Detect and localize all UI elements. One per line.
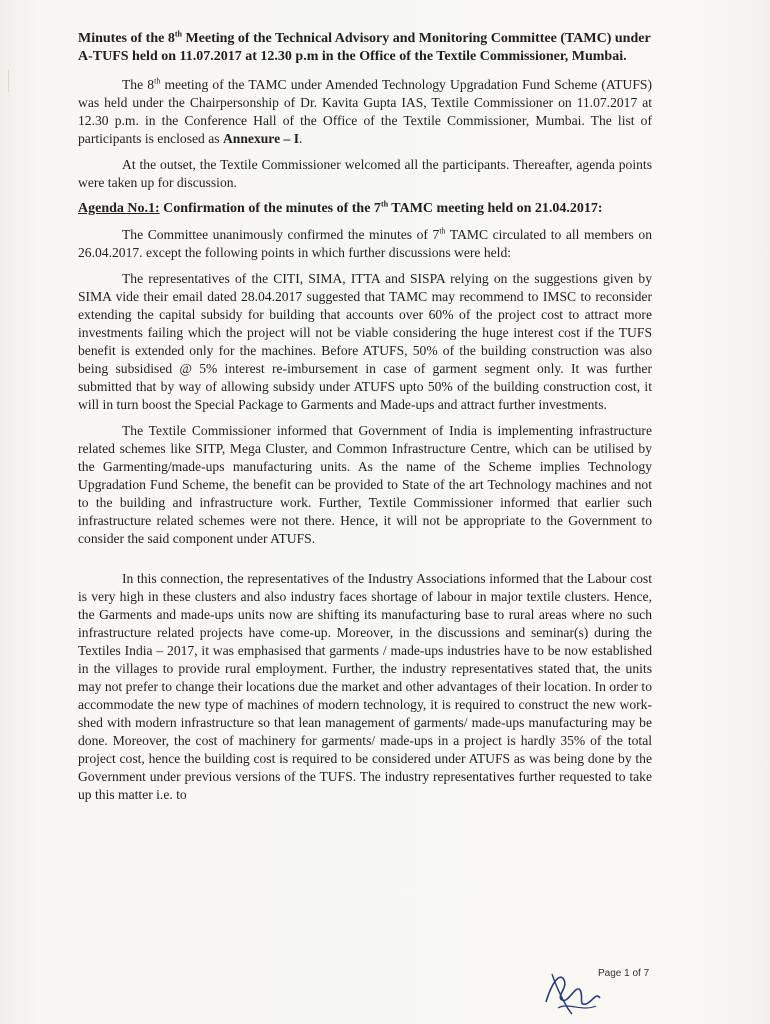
- title-text-start: Minutes of the 8: [78, 31, 175, 46]
- para1-end: .: [299, 131, 303, 146]
- spacer: [78, 556, 652, 570]
- annexure-reference: Annexure – I: [222, 131, 300, 146]
- para1-mid: meeting of the TAMC under Amended Technology Upgradation Fund Scheme (ATUFS) was held under the Chairpersonship of Dr. Kavita Gupta IAS, Textile Commissioner on 11.07.2017 at 12.30 p.m. in the Conference Hall of the Office of the Textile Commissioner, Mumbai. The list of participants is enclosed as: [78, 77, 652, 146]
- page-number: Page 1 of 7: [598, 968, 650, 979]
- margin-mark: [8, 70, 19, 92]
- para1-sup: th: [154, 76, 161, 86]
- paragraph-meeting-intro: [78, 76, 652, 148]
- para3-end: TAMC circulated to all members on 26.04.2017. except the following points in which further discussions were held:: [78, 227, 652, 260]
- paragraph-welcome: At the outset, the Textile Commissioner welcomed all the participants. Thereafter, agenda points were taken up for discussion.: [78, 157, 652, 190]
- para3-sup: th: [439, 226, 446, 236]
- paragraph-textile-commissioner: The Textile Commissioner informed that Government of India is implementing infrastructure related schemes like SITP, Mega Cluster, and Common Infrastructure Centre, which can be utilised by the Garmenting/made-ups manufacturing units. As the name of the Scheme implies Technology Upgradation Fund Scheme, the benefit can be provided to State of the art Technology machines and not to the building and infrastructure work. Further, Textile Commissioner informed that earlier such infrastructure related schemes were not there. Hence, it will not be appropriate to the Government to consider the said component under ATUFS.: [78, 423, 652, 546]
- agenda-1-heading: [78, 200, 652, 218]
- paragraph-representatives: The representatives of the CITI, SIMA, ITTA and SISPA relying on the suggestions given by SIMA vide their email dated 28.04.2017 suggested that TAMC may recommend to IMSC to reconsider extending the capital subsidy for building that accounts over 60% of the project cost to attract more investments failing which the project will not be viable considering the huge interest cost if the TUFS benefit is extended only for the machines. Before ATUFS, 50% of the building construction was also being subsidised @ 5% interest re-imbursement in case of garment segment only. It was further submitted that by way of allowing subsidy under ATUFS upto 50% of the building construction cost, it will in turn boost the Special Package to Garments and Made-ups and attract further investments.: [78, 271, 652, 412]
- agenda-label: Agenda No.1:: [78, 201, 160, 216]
- agenda-text-end: TAMC meeting held on 21.04.2017:: [388, 201, 603, 216]
- paragraph-industry-associations: In this connection, the representatives of the Industry Associations informed that the Labour cost is very high in these clusters and also industry faces shortage of labour in major textile clusters. Hence, the Garments and made-ups units now are shifting its manufacturing base to rural areas where no such infrastructure related projects have come-up. Moreover, in the discussions and seminar(s) during the Textiles India – 2017, it was emphasised that garments / made-ups industries have to be now established in the villages to provide rural employment. Further, the industry representatives stated that, the units may not prefer to change their locations due the market and other advantages of their location. In order to accommodate the new type of machines of modern technology, it is required to construct the new work-shed with modern infrastructure so that lean management of garments/ made-ups manufacturing may be done. Moreover, the cost of machinery for garments/ made-ups in a project is hardly 35% of the total project cost, hence the building cost is required to be considered under ATUFS as was being done by the Government under previous versions of the TUFS. The industry representatives further requested to take up this matter i.e. to: [78, 571, 652, 802]
- agenda-sup: th: [380, 199, 389, 209]
- title-superscript: th: [174, 29, 182, 39]
- title-text-end: Meeting of the Technical Advisory and Monitoring Committee (TAMC) under A-TUFS held on 11.07.2017 at 12.30 p.m in the Office of the Textile Commissioner, Mumbai.: [78, 31, 651, 64]
- document-title: [78, 30, 652, 66]
- para3-start: The Committee unanimously confirmed the minutes of 7: [122, 227, 440, 242]
- paragraph-confirmation: [78, 226, 652, 262]
- agenda-text-start: Confirmation of the minutes of the 7: [159, 201, 381, 216]
- document-body: [78, 30, 652, 812]
- para1-start: The 8: [122, 77, 155, 92]
